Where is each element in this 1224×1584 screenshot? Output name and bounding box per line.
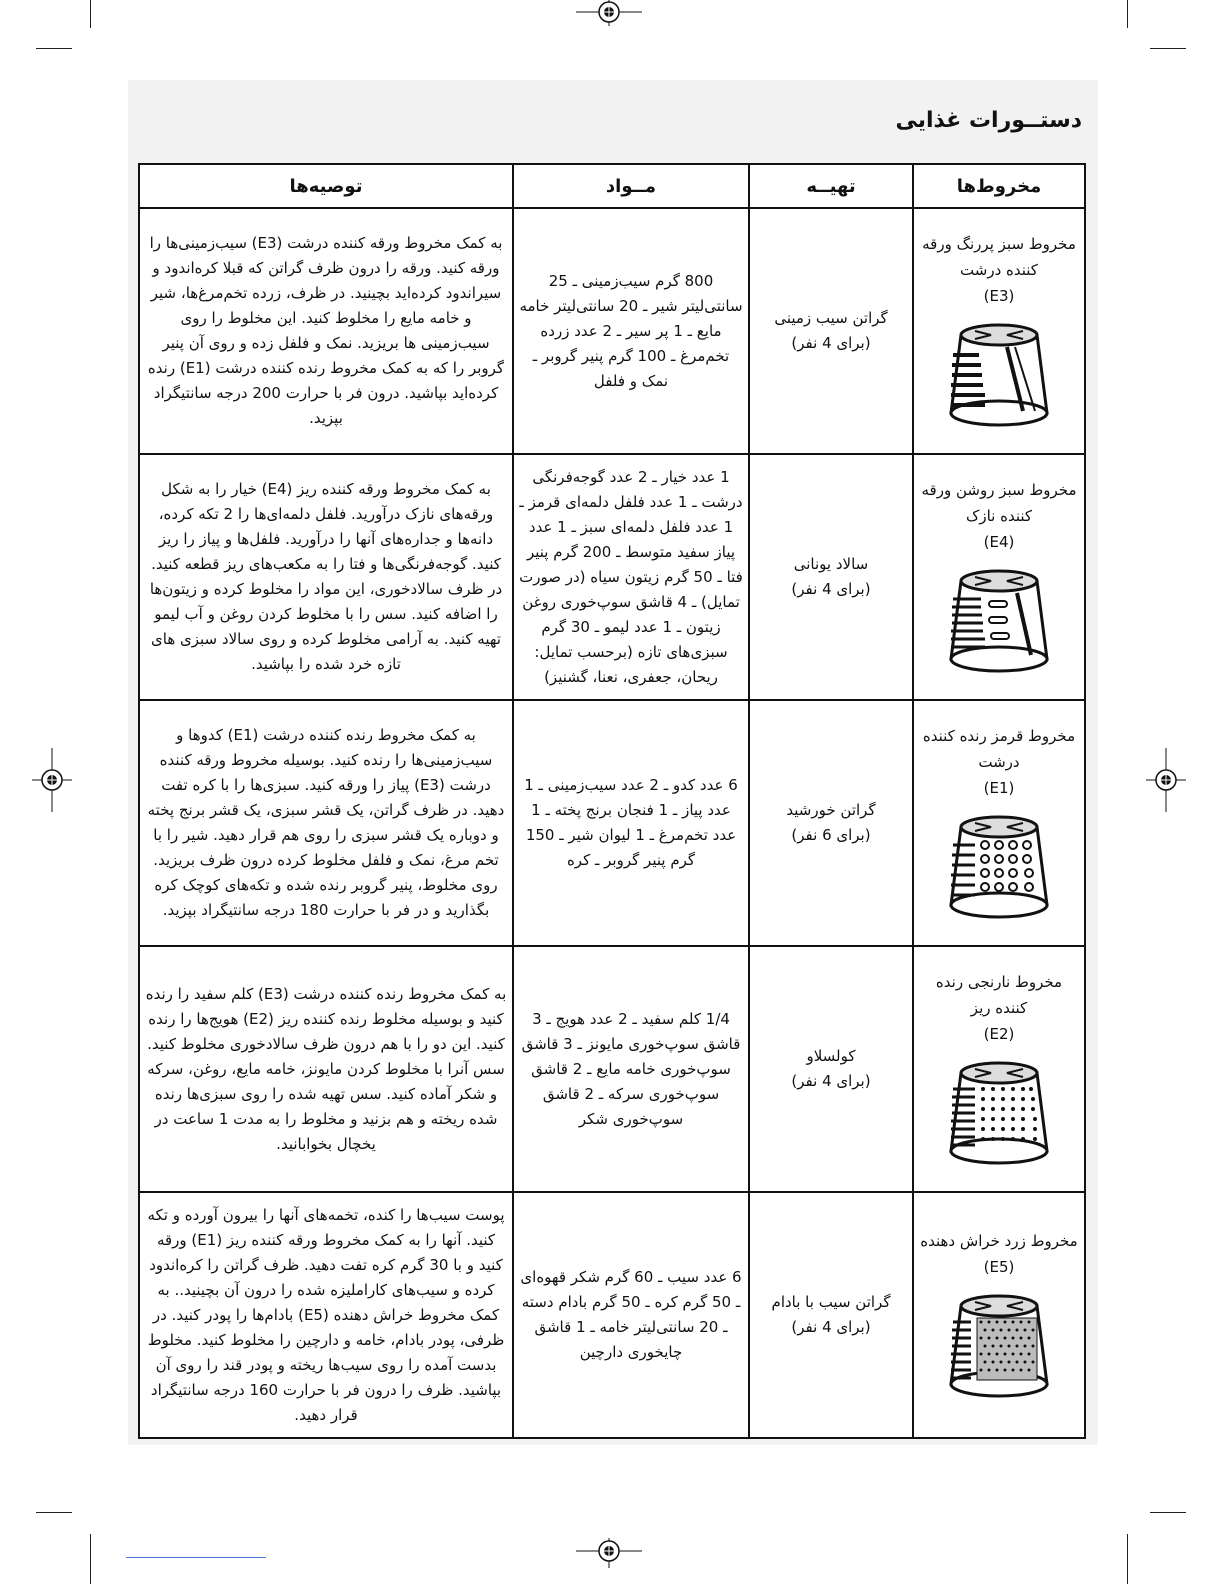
cone-code: (E3) — [983, 287, 1015, 305]
preparation-cell — [749, 454, 913, 700]
slicing-cone-thin-icon — [945, 561, 1053, 677]
instructions-cell: به کمک مخروط ورقه کننده ریز (E4) خیار را به شکل ورقه‌های نازک درآورید. فلفل دلمه‌ای‌ها را 2 تکه کرده، دانه‌ها و جداره‌های آنها را درآورید. فلفل‌ها و پیاز را ریز کنید. گوجه‌فرنگی‌ها و فتا را به مکعب‌های ریز قطعه کنید. در ظرف سالادخوری، این مواد را مخلوط کرده و زیتون‌ها را اضافه کنید. سس را با مخلوط کردن روغن و آب لیمو تهیه کنید. به آرامی مخلوط کرده و روی سالاد سبزی های تازه خرد شده را بپاشید. — [139, 454, 513, 700]
instructions-cell: به کمک مخروط رنده کننده درشت (E1) کدوها و سیب‌زمینی‌ها را رنده کنید. بوسیله مخروط ورقه کننده درشت (E3) پیاز را ورقه کنید. سبزی‌ها را با کره تفت دهید. در ظرف گراتن، یک قشر سبزی، یک قشر برنج پخته و دوباره یک قشر سبزی را روی هم قرار دهید. شیر را با تخم مرغ، نمک و فلفل مخلوط کرده درون ظرف بریزید. روی مخلوط، پنیر گروبر رنده شده و تکه‌های کوچک کره بگذارید و در فر با حرارت 180 درجه سانتیگراد بپزید. — [139, 700, 513, 946]
crop-mark — [1127, 0, 1128, 28]
instructions-cell: پوست سیب‌ها را کنده، تخمه‌های آنها را بیرون آورده و تکه کنید. آنها را به کمک مخروط ورقه کننده ریز (E1) ورقه کنید و با 30 گرم کره تفت دهید. ظرف گراتن را کره‌اندود کرده و سیب‌های کاراملیزه شده را درون آن بچینید.. به کمک مخروط خراش دهنده (E5) بادام‌ها را پودر کنید. در ظرفی، پودر بادام، خامه و دارچین را مخلوط کنید. مخلوط بدست آمده را روی سیب‌ها ریخته و پودر قند را روی آن بپاشید. ظرف را درون فر با حرارت 160 درجه سانتیگراد قرار دهید. — [139, 1192, 513, 1438]
table-row — [139, 454, 1085, 700]
servings: (برای 4 نفر) — [791, 334, 871, 352]
scraping-cone-icon — [945, 1286, 1053, 1402]
footer-rule — [126, 1557, 266, 1558]
table-header-row — [139, 164, 1085, 208]
table-row — [139, 208, 1085, 454]
crop-mark — [1127, 1534, 1128, 1584]
cone-cell — [913, 700, 1085, 946]
ingredients-cell: 1 عدد خیار ـ 2 عدد گوجه‌فرنگی درشت ـ 1 عدد فلفل دلمه‌ای قرمز ـ 1 عدد فلفل دلمه‌ای سبز ـ 1 عدد پیاز سفید متوسط ـ 200 گرم پنیر فتا ـ 50 گرم زیتون سیاه (در صورت تمایل) ـ 4 قاشق سوپ‌خوری روغن زیتون ـ 1 عدد لیمو ـ 30 گرم سبزی‌های تازه (برحسب تمایل: ریحان، جعفری، نعنا، گشنیز) — [513, 454, 749, 700]
recipes-table — [138, 163, 1086, 1439]
header-instructions: توصیه‌ها — [139, 164, 513, 208]
crop-mark — [90, 0, 91, 28]
registration-mark-icon — [576, 1538, 642, 1568]
cone-code: (E2) — [983, 1025, 1015, 1043]
cone-code: (E5) — [983, 1258, 1015, 1276]
cone-name: مخروط قرمز رنده کننده درشت — [922, 727, 1076, 771]
crop-mark — [36, 48, 72, 49]
grating-cone-coarse-icon — [945, 807, 1053, 923]
registration-mark-icon — [32, 748, 72, 812]
dish-name: کولسلاو — [806, 1047, 856, 1065]
servings: (برای 4 نفر) — [791, 580, 871, 598]
table-row — [139, 1192, 1085, 1438]
cone-name: مخروط سبز پررنگ ورقه کننده درشت — [922, 235, 1076, 279]
table-row — [139, 700, 1085, 946]
instructions-cell: به کمک مخروط ورقه کننده درشت (E3) سیب‌زمینی‌ها را ورقه کنید. ورقه را درون ظرف گراتن که قبلا کره‌اندود و سیراندود کرده‌اید بچینید. در ظرف، زرده تخم‌مرغ‌ها، شیر و خامه مایع را مخلوط کنید. این مخلوط را روی سیب‌زمینی ها بریزید. نمک و فلفل زده و روی آن پنیر گروبر را که به کمک مخروط رنده کننده درشت (E1) رنده کرده‌اید بپاشید. درون فر با حرارت 200 درجه سانتیگراد بپزید. — [139, 208, 513, 454]
table-row — [139, 946, 1085, 1192]
preparation-cell — [749, 208, 913, 454]
crop-mark — [1150, 48, 1186, 49]
header-ingredients: مــواد — [513, 164, 749, 208]
dish-name: گراتن خورشید — [786, 801, 876, 819]
ingredients-cell: 6 عدد سیب ـ 60 گرم شکر قهوه‌ای ـ 50 گرم کره ـ 50 گرم بادام دسته ـ 20 سانتی‌لیتر خامه ـ 1 قاشق چایخوری دارچین — [513, 1192, 749, 1438]
ingredients-cell: 800 گرم سیب‌زمینی ـ 25 سانتی‌لیتر شیر ـ 20 سانتی‌لیتر خامه مایع ـ 1 پر سیر ـ 2 عدد زرده تخم‌مرغ ـ 100 گرم پنیر گروبر ـ نمک و فلفل — [513, 208, 749, 454]
servings: (برای 6 نفر) — [791, 826, 871, 844]
crop-mark — [36, 1512, 72, 1513]
page-title: دستــورات غذایی — [895, 108, 1082, 133]
preparation-cell — [749, 700, 913, 946]
registration-mark-icon — [576, 0, 642, 26]
crop-mark — [1150, 1512, 1186, 1513]
registration-mark-icon — [1146, 748, 1186, 812]
preparation-cell — [749, 1192, 913, 1438]
cone-code: (E4) — [983, 533, 1015, 551]
dish-name: سالاد یونانی — [793, 555, 869, 573]
servings: (برای 4 نفر) — [791, 1318, 871, 1336]
cone-cell — [913, 454, 1085, 700]
header-cones: مخروط‌ها — [913, 164, 1085, 208]
instructions-cell: به کمک مخروط رنده کننده درشت (E3) کلم سفید را رنده کنید و بوسیله مخلوط رنده کننده ریز (E2) هویج‌ها را رنده کنید. این دو را با هم درون ظرف سالادخوری مخلوط کنید. سس آنرا با مخلوط کردن مایونز، خامه مایع، روغن، سرکه و شکر آماده کنید. سس تهیه شده را روی سبزی‌ها رنده شده ریخته و هم بزنید و مخلوط را به مدت 1 ساعت در یخچال بخوابانید. — [139, 946, 513, 1192]
cone-name: مخروط نارنجی رنده کننده ریز — [935, 973, 1063, 1017]
cone-cell — [913, 946, 1085, 1192]
cone-code: (E1) — [983, 779, 1015, 797]
dish-name: گراتن سیب زمینی — [774, 309, 888, 327]
grating-cone-fine-icon — [945, 1053, 1053, 1169]
cone-cell — [913, 208, 1085, 454]
crop-mark — [90, 1534, 91, 1584]
preparation-cell — [749, 946, 913, 1192]
servings: (برای 4 نفر) — [791, 1072, 871, 1090]
header-preparation: تهیــه — [749, 164, 913, 208]
cone-cell — [913, 1192, 1085, 1438]
ingredients-cell: 6 عدد کدو ـ 2 عدد سیب‌زمینی ـ 1 عدد پیاز ـ 1 فنجان برنج پخته ـ 1 عدد تخم‌مرغ ـ 1 لیوان شیر ـ 150 گرم پنیر گروبر ـ کره — [513, 700, 749, 946]
ingredients-cell: 1/4 کلم سفید ـ 2 عدد هویج ـ 3 قاشق سوپ‌خوری مایونز ـ 3 قاشق سوپ‌خوری خامه مایع ـ 2 قاشق سوپ‌خوری سرکه ـ 2 قاشق سوپ‌خوری شکر — [513, 946, 749, 1192]
dish-name: گراتن سیب با بادام — [771, 1293, 891, 1311]
cone-name: مخروط زرد خراش دهنده — [920, 1232, 1078, 1250]
cone-name: مخروط سبز روشن ورقه کننده نازک — [921, 481, 1077, 525]
slicing-cone-coarse-icon — [945, 315, 1053, 431]
